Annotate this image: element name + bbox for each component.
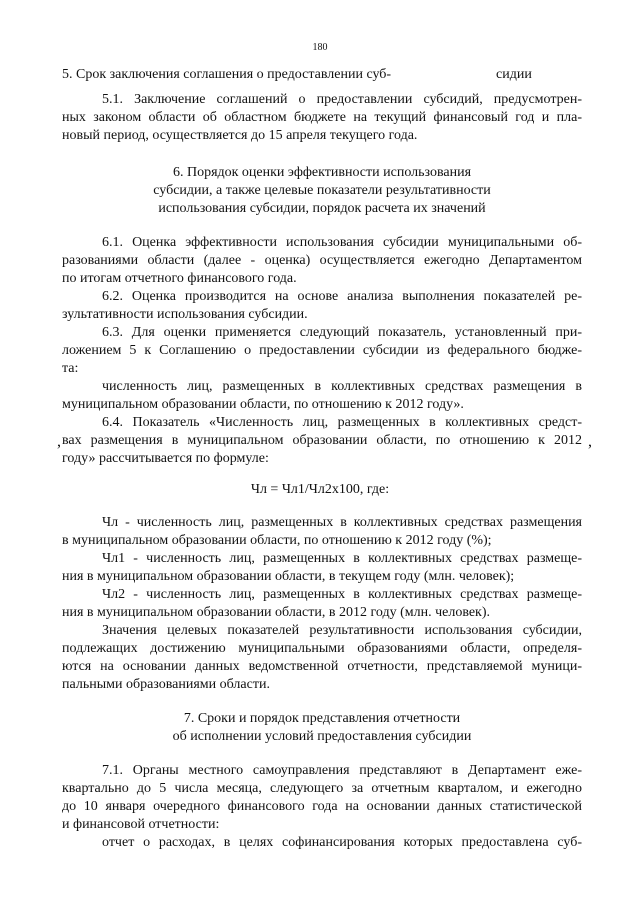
p6-4-line-3: году» рассчитывается по формуле: — [62, 451, 269, 466]
def-3-text-a: - численность лиц, размещенных в коллективных средствах размеще- — [125, 587, 582, 602]
def-1-text-a: - численность лиц, размещенных в коллективных средствах размещения — [118, 515, 582, 530]
def-2-line-2: ния в муниципальном образовании области, в текущем году (млн. человек); — [62, 569, 515, 584]
def-1-line-1 — [102, 514, 582, 532]
p6-3-line-2: ложением 5 к Соглашению о предоставлении субсидии из федерального бюдже- — [62, 343, 582, 358]
p6-1-line-3: по итогам отчетного финансового года. — [62, 271, 297, 286]
p-values-line-1: Значения целевых показателей результативности использования субсидии, — [102, 623, 582, 638]
p-values-line-2: подлежащих достижению муниципальными образованиями области, определя- — [62, 641, 582, 656]
p6-3-line-3: та: — [62, 361, 79, 376]
p-values-line-3: ются на основании данных ведомственной отчетности, представляемой муници- — [62, 659, 582, 674]
def-3-line-1 — [102, 586, 582, 604]
p6-2-line-2: зультативности использования субсидии. — [62, 307, 308, 322]
def-3-symbol: Чл2 — [102, 587, 126, 602]
section6-title-line-2: субсидии, а также целевые показатели результативности — [153, 183, 491, 198]
def-3-line-2: ния в муниципальном образовании области, в 2012 году (млн. человек). — [62, 605, 491, 620]
page-number: 180 — [312, 42, 328, 53]
formula: Чл = Чл1/Чл2х100, где: — [250, 482, 390, 497]
p6-1-line-2: разованиями области (далее - оценка) осуществляется ежегодно Департаментом — [62, 253, 582, 268]
p7-1-line-4: и финансовой отчетности: — [62, 817, 220, 832]
p7-1-line-1: 7.1. Органы местного самоуправления представляют в Департамент еже- — [102, 763, 582, 778]
p7-1-line-3: до 10 января очередного финансового года на основании данных статистической — [62, 799, 582, 814]
section5-heading-right: сидии — [496, 67, 532, 82]
def-2-symbol: Чл1 — [102, 551, 126, 566]
p6-3-indicator-line-1: численность лиц, размещенных в коллективных средствах размещения в — [102, 379, 582, 394]
p6-2-line-1: 6.2. Оценка производится на основе анализа выполнения показателей ре- — [102, 289, 582, 304]
p6-4-line-2: вах размещения в муниципальном образовании области, по отношению к 2012 — [62, 433, 582, 448]
margin-mark-right: , — [588, 433, 592, 450]
def-1-symbol: Чл — [102, 515, 119, 530]
p6-4-line-1: 6.4. Показатель «Численность лиц, размещенных в коллективных средст- — [102, 415, 582, 430]
section5-heading-left: 5. Срок заключения соглашения о предоставлении суб- — [62, 67, 392, 82]
p-values-line-4: пальными образованиями области. — [62, 677, 270, 692]
p6-3-line-1: 6.3. Для оценки применяется следующий показатель, установленный при- — [102, 325, 582, 340]
def-2-text-a: - численность лиц, размещенных в коллективных средствах размеще- — [125, 551, 582, 566]
p5-1-line-3: новый период, осуществляется до 15 апреля текущего года. — [62, 128, 418, 143]
p5-1-line-1: 5.1. Заключение соглашений о предоставлении субсидий, предусмотрен- — [102, 92, 582, 107]
p7-last-line: отчет о расходах, в целях софинансирования которых предоставлена суб- — [102, 835, 582, 850]
p6-1-line-1: 6.1. Оценка эффективности использования субсидии муниципальными об- — [102, 235, 582, 250]
section7-title-line-1: 7. Сроки и порядок представления отчетности — [183, 711, 461, 726]
margin-mark-left: , — [57, 433, 61, 450]
section6-title-line-1: 6. Порядок оценки эффективности использования — [172, 165, 472, 180]
section6-title-line-3: использования субсидии, порядок расчета их значений — [158, 201, 486, 216]
p6-3-indicator-line-2: муниципальном образовании области, по отношению к 2012 году». — [62, 397, 464, 412]
p7-1-line-2: квартально до 5 числа месяца, следующего за отчетным кварталом, и ежегодно — [62, 781, 582, 796]
def-2-line-1 — [102, 550, 582, 568]
p5-1-line-2: ных законом области об областном бюджете на текущий финансовый год и пла- — [62, 110, 582, 125]
section7-title-line-2: об исполнении условий предоставления субсидии — [172, 729, 472, 744]
def-1-line-2: в муниципальном образовании области, по отношению к 2012 году (%); — [62, 533, 492, 548]
